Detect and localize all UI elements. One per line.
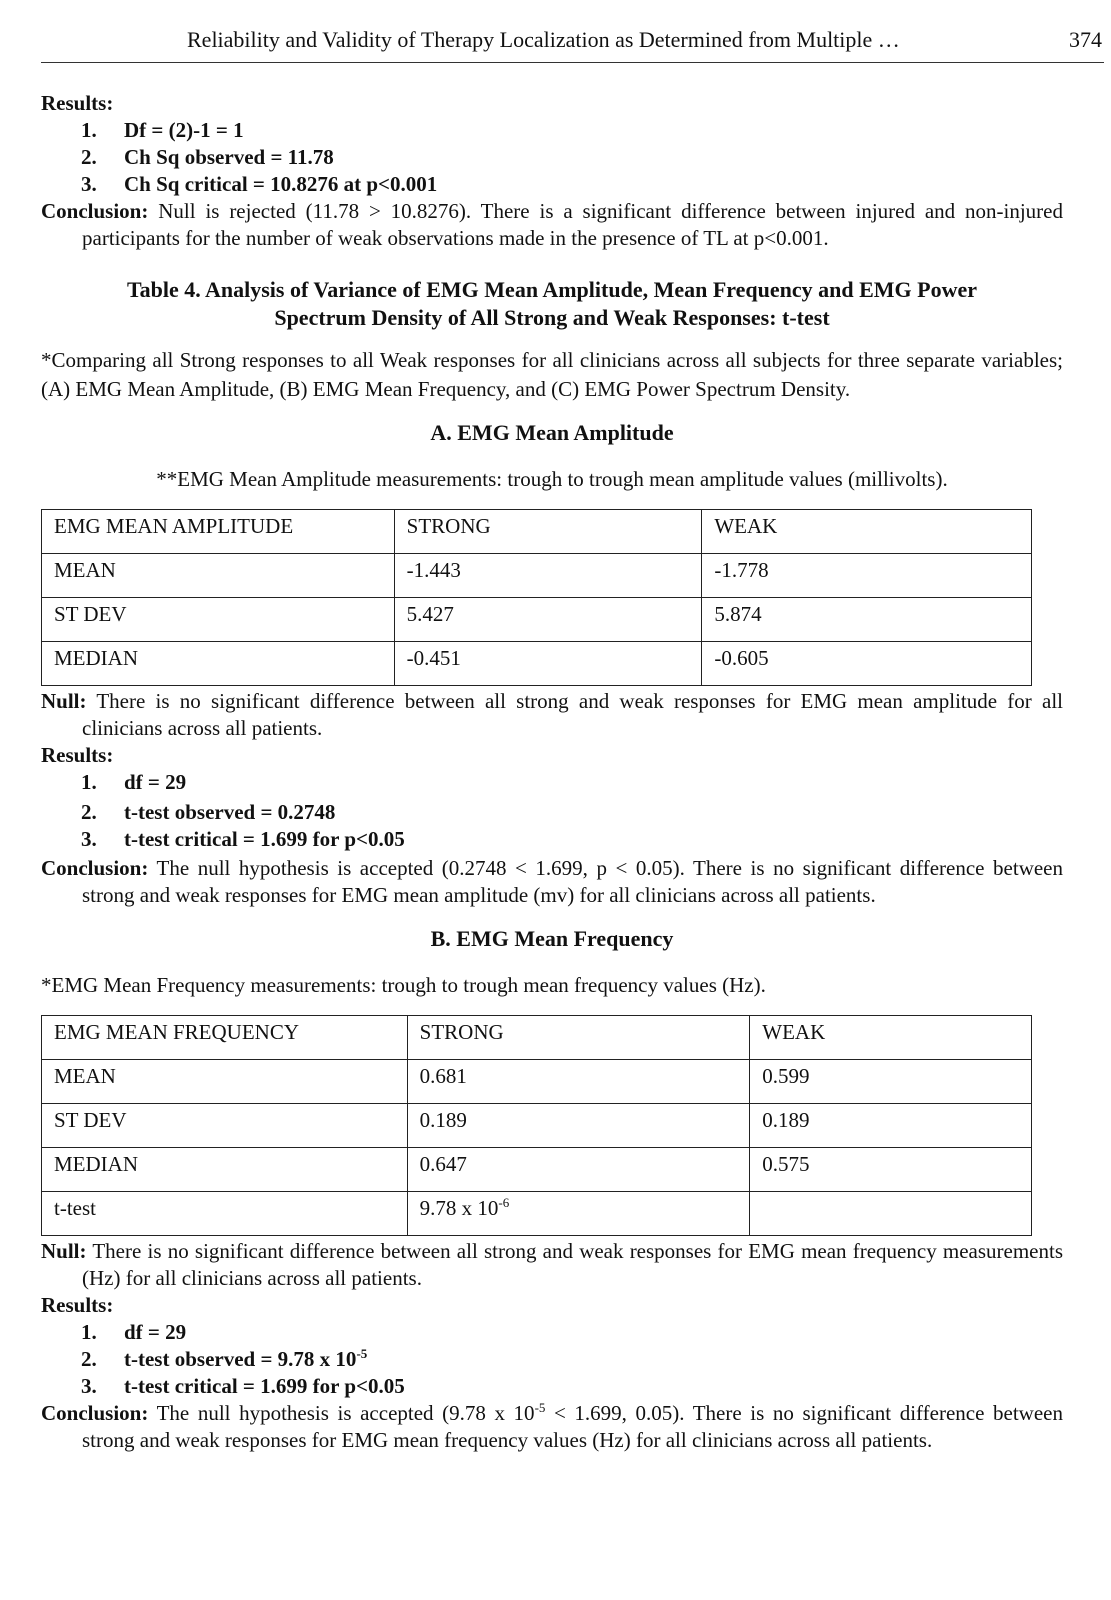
results-label: Results:: [41, 1293, 114, 1317]
header-cell: EMG MEAN FREQUENCY: [42, 1016, 408, 1060]
item-text: Ch Sq observed = 11.78: [124, 145, 334, 169]
section-b-results: [41, 1319, 1063, 1400]
conclusion-label: Conclusion:: [41, 856, 149, 880]
null-text: There is no significant difference between all strong and weak responses for EMG mean frequency measurements (Hz) for all clinicians across all patients.: [82, 1239, 1064, 1290]
table-cell: ST DEV: [42, 1104, 408, 1148]
conclusion-post: < 1.699, 0.05). There is no significant difference between strong and weak responses for EMG mean frequency values (Hz) for all clinicians across all patients.: [82, 1401, 1063, 1452]
list-item: [81, 1319, 1063, 1346]
item-text: Df = (2)-1 = 1: [124, 118, 244, 142]
table-cell: -1.443: [394, 554, 702, 598]
table-cell: MEAN: [42, 1060, 408, 1104]
results-label: Results:: [41, 743, 114, 767]
table-cell: MEDIAN: [42, 1148, 408, 1192]
table-row: [42, 1192, 1032, 1236]
item-number: 1.: [81, 118, 97, 142]
table-caption: [41, 276, 1063, 332]
table-row: [42, 642, 1032, 686]
item-number: 2.: [81, 1347, 97, 1371]
conclusion-pre: The null hypothesis is accepted (9.78 x 10: [156, 1401, 535, 1425]
amplitude-table: [41, 509, 1032, 686]
item-text: [124, 1346, 367, 1373]
header-cell: EMG MEAN AMPLITUDE: [42, 510, 395, 554]
table-row: [42, 1148, 1032, 1192]
item-text: t-test critical = 1.699 for p<0.05: [124, 827, 405, 851]
ttest-base: 9.78 x 10: [419, 1196, 499, 1220]
table-intro: *Comparing all Strong responses to all Weak responses for all clinicians across all subjects for three separate variables; (A) EMG Mean Amplitude, (B) EMG Mean Frequency, and (C) EMG Power Spectrum Density.: [41, 348, 1063, 401]
table-cell: 0.599: [750, 1060, 1032, 1104]
item-text: Ch Sq critical = 10.8276 at p<0.001: [124, 172, 438, 196]
item-number: 3.: [81, 172, 97, 196]
chi-conclusion: [41, 198, 1063, 252]
item-text-base: t-test observed = 9.78 x 10: [124, 1347, 357, 1371]
table-cell: 0.575: [750, 1148, 1032, 1192]
table-cell: 5.874: [702, 598, 1032, 642]
page-content: [41, 90, 1063, 1454]
chi-results-list: [41, 117, 1063, 198]
table-caption-line: Table 4. Analysis of Variance of EMG Mean Amplitude, Mean Frequency and EMG Power: [126, 277, 978, 302]
item-text-exponent: -5: [356, 1346, 368, 1361]
list-item: [81, 799, 1063, 826]
section-b-title: B. EMG Mean Frequency: [430, 926, 674, 951]
table-cell: 5.427: [394, 598, 702, 642]
table-row: [42, 598, 1032, 642]
table-cell: t-test: [42, 1192, 408, 1236]
null-text: There is no significant difference between all strong and weak responses for EMG mean amplitude for all clinicians across all patients.: [82, 689, 1063, 740]
table-cell: MEDIAN: [42, 642, 395, 686]
conclusion-exponent: -5: [534, 1400, 546, 1415]
item-number: 1.: [81, 770, 97, 794]
table-row: [42, 554, 1032, 598]
section-b-conclusion: [41, 1400, 1063, 1454]
ttest-exponent: -6: [498, 1195, 510, 1210]
list-item: [81, 144, 1063, 171]
list-item: [81, 826, 1063, 853]
table-cell: -0.605: [702, 642, 1032, 686]
table-cell: ST DEV: [42, 598, 395, 642]
header-cell: WEAK: [702, 510, 1032, 554]
table-cell: 0.189: [407, 1104, 750, 1148]
table-cell: 0.681: [407, 1060, 750, 1104]
item-text: t-test critical = 1.699 for p<0.05: [124, 1374, 405, 1398]
item-number: 1.: [81, 1320, 97, 1344]
table-caption-line: Spectrum Density of All Strong and Weak Responses: t-test: [274, 305, 830, 330]
table-cell: [407, 1192, 750, 1236]
list-item: [81, 769, 1063, 796]
header-cell: STRONG: [407, 1016, 750, 1060]
item-text: df = 29: [124, 770, 187, 794]
item-number: 3.: [81, 827, 97, 851]
header-cell: WEAK: [750, 1016, 1032, 1060]
conclusion-label: Conclusion:: [41, 1401, 149, 1425]
item-number: 2.: [81, 145, 97, 169]
table-header-row: [42, 510, 1032, 554]
item-number: 2.: [81, 800, 97, 824]
frequency-table: [41, 1015, 1032, 1236]
section-a-results: [41, 769, 1063, 853]
list-item: [81, 1373, 1063, 1400]
table-cell: [750, 1192, 1032, 1236]
table-cell: 0.647: [407, 1148, 750, 1192]
conclusion-label: Conclusion:: [41, 199, 149, 223]
header-cell: STRONG: [394, 510, 702, 554]
list-item: [81, 1346, 1063, 1373]
results-label: Results:: [41, 91, 114, 115]
table-row: [42, 1060, 1032, 1104]
item-number: 3.: [81, 1374, 97, 1398]
null-label: Null:: [41, 1239, 87, 1263]
list-item: [81, 117, 1063, 144]
table-cell: -0.451: [394, 642, 702, 686]
table-cell: -1.778: [702, 554, 1032, 598]
running-head-title: Reliability and Validity of Therapy Localization as Determined from Multiple …: [187, 27, 900, 52]
conclusion-text: The null hypothesis is accepted (0.2748 < 1.699, p < 0.05). There is no significant difference between strong and weak responses for EMG mean amplitude (mv) for all clinicians across all patients.: [82, 856, 1063, 907]
section-a-note: **EMG Mean Amplitude measurements: trough to trough mean amplitude values (millivolts).: [156, 467, 948, 491]
conclusion-text: Null is rejected (11.78 > 10.8276). There is a significant difference between injured and non-injured participants for the number of weak observations made in the presence of TL at p<0.001.: [82, 199, 1063, 250]
page-number: 374: [1069, 27, 1102, 52]
item-text: df = 29: [124, 1320, 187, 1344]
section-b-note: *EMG Mean Frequency measurements: trough to trough mean frequency values (Hz).: [41, 973, 766, 997]
section-a-title: A. EMG Mean Amplitude: [430, 420, 674, 445]
table-row: [42, 1104, 1032, 1148]
item-text: t-test observed = 0.2748: [124, 800, 336, 824]
section-a-null: [41, 688, 1063, 742]
section-a-conclusion: [41, 855, 1063, 909]
table-cell: 0.189: [750, 1104, 1032, 1148]
running-head: [41, 22, 1104, 63]
list-item: [81, 171, 1063, 198]
section-b-null: [41, 1238, 1063, 1292]
null-label: Null:: [41, 689, 87, 713]
table-cell: MEAN: [42, 554, 395, 598]
table-header-row: [42, 1016, 1032, 1060]
